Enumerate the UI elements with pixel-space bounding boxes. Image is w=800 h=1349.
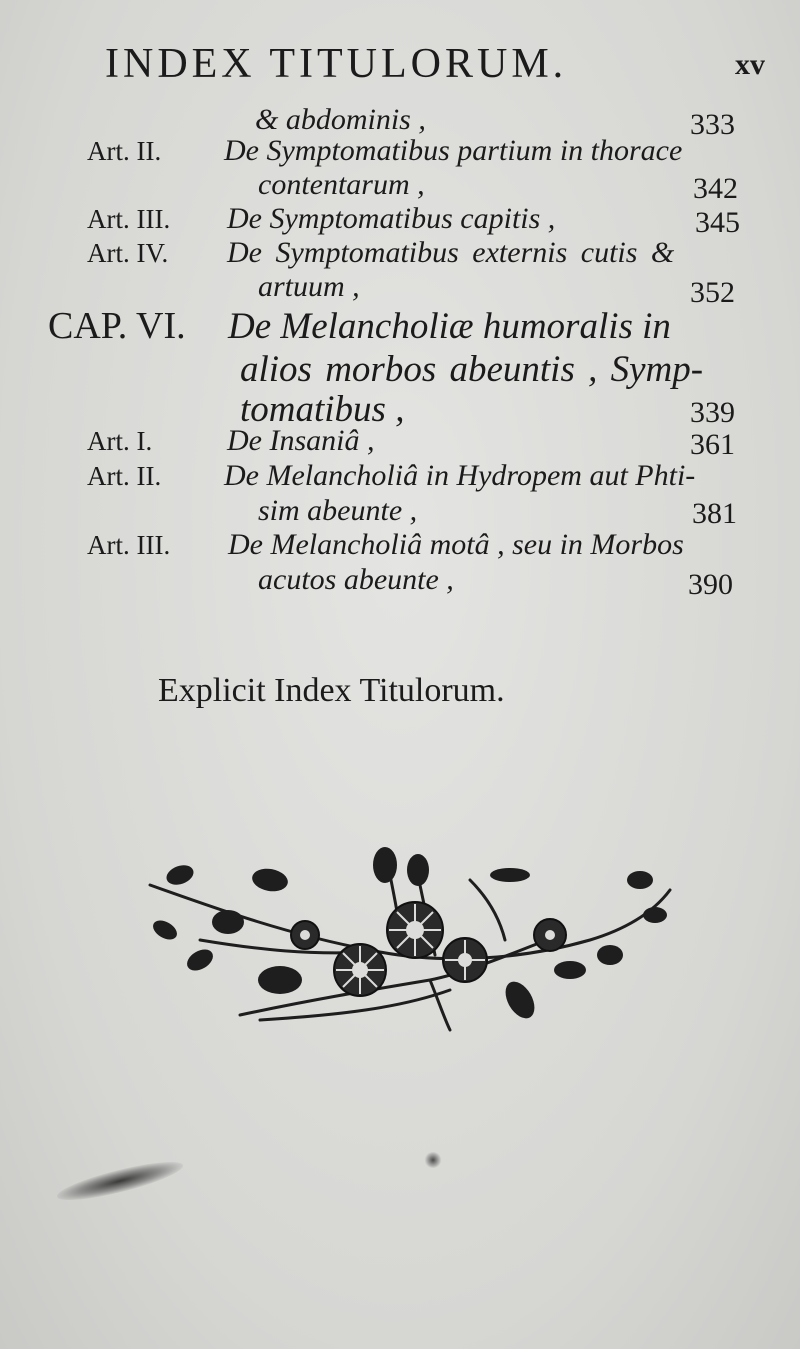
chapter-label: CAP. VI.	[48, 305, 186, 347]
index-entry-text: tomatibus ,	[240, 389, 405, 430]
article-label: Art. I.	[87, 426, 153, 456]
index-entry-page: 390	[688, 568, 733, 601]
article-label: Art. III.	[87, 204, 171, 234]
index-entry-page: 381	[692, 497, 737, 530]
index-entry	[87, 424, 374, 458]
index-entry	[87, 528, 684, 562]
index-entry	[87, 134, 682, 168]
index-entry-text: sim abeunte ,	[258, 494, 418, 527]
running-header	[105, 40, 765, 90]
index-entry-text: De Insaniâ ,	[227, 424, 375, 457]
ink-smudge	[54, 1155, 185, 1208]
index-entry-text: contentarum ,	[258, 168, 425, 201]
index-entry	[87, 459, 695, 493]
closing-line: Explicit Index Titulorum.	[158, 672, 505, 709]
index-entry-page: 361	[690, 428, 735, 461]
index-entry-text: De Melancholiâ motâ , seu in Morbos	[228, 528, 684, 561]
article-label: Art. II.	[87, 461, 162, 491]
index-entry-page: 339	[690, 396, 735, 429]
index-entry-text: artuum ,	[258, 270, 360, 303]
index-entry	[87, 236, 674, 270]
floral-spray-ornament-icon	[140, 840, 680, 1040]
ink-spot	[424, 1152, 442, 1168]
index-entry-text: De Melancholiæ humoralis in	[228, 306, 671, 347]
article-label: Art. IV.	[87, 238, 169, 268]
index-entry-page: 333	[690, 108, 735, 141]
index-entry-text: De Symptomatibus externis cutis &	[227, 236, 675, 269]
index-entry-page: 352	[690, 276, 735, 309]
page-number: xv	[735, 48, 765, 81]
index-entry-text: De Melancholiâ in Hydropem aut Phti-	[224, 459, 696, 492]
index-entry-text: De Symptomatibus capitis ,	[227, 202, 556, 235]
chapter-entry	[48, 304, 671, 348]
page-title: INDEX TITULORUM.	[105, 41, 568, 87]
index-entry-page: 345	[695, 206, 740, 239]
index-entry	[87, 202, 555, 236]
article-label: Art. III.	[87, 530, 171, 560]
index-entry-text: De Symptomatibus partium in thorace	[224, 134, 683, 167]
index-entry-text: acutos abeunte ,	[258, 563, 454, 596]
index-entry-page: 342	[693, 172, 738, 205]
index-entry-text: alios morbos abeuntis , Symp-	[240, 349, 704, 390]
index-entry-text: & abdominis ,	[255, 103, 426, 136]
article-label: Art. II.	[87, 136, 162, 166]
